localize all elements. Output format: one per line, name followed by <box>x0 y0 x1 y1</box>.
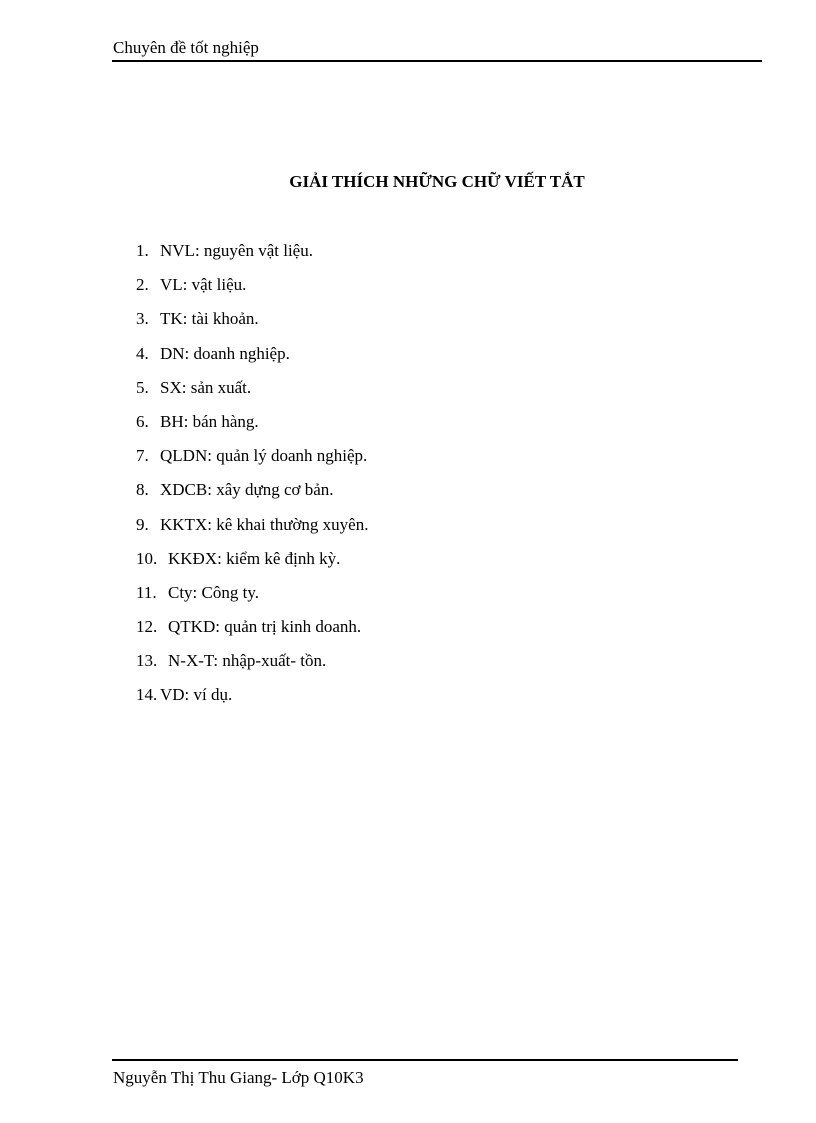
page-header: Chuyên đề tốt nghiệp <box>113 38 259 57</box>
list-item-text: KKTX: kê khai thường xuyên. <box>160 514 369 534</box>
list-item-number: 11. <box>136 582 157 602</box>
list-item-text: KKĐX: kiểm kê định kỳ. <box>168 548 341 568</box>
list-item-number: 13. <box>136 651 158 671</box>
page-title: GIẢI THÍCH NHỮNG CHỮ VIẾT TẮT <box>289 172 585 191</box>
list-item-text: Cty: Công ty. <box>168 582 259 602</box>
list-item-text: N-X-T: nhập-xuất- tồn. <box>168 651 327 671</box>
list-item-number: 9. <box>136 514 149 534</box>
list-item-number: 7. <box>136 446 149 466</box>
list-item-text: QLDN: quản lý doanh nghiệp. <box>160 446 368 466</box>
list-item-number: 6. <box>136 411 149 431</box>
list-item-text: VD: ví dụ. <box>160 685 233 705</box>
list-item-number: 5. <box>136 377 149 397</box>
list-item-number: 10. <box>136 548 158 568</box>
footer-divider <box>112 1059 738 1061</box>
list-item-number: 1. <box>136 241 149 260</box>
list-item-number: 12. <box>136 617 158 637</box>
list-item-text: BH: bán hàng. <box>160 411 259 431</box>
header-divider <box>112 60 762 62</box>
list-item-text: DN: doanh nghiệp. <box>160 343 290 363</box>
list-item-text: VL: vật liệu. <box>160 275 247 295</box>
list-item-number: 2. <box>136 275 149 295</box>
list-item-text: TK: tài khoản. <box>160 309 259 329</box>
list-item-number: 8. <box>136 480 149 500</box>
page-footer: Nguyễn Thị Thu Giang- Lớp Q10K3 <box>113 1068 364 1087</box>
list-item-number: 14. <box>136 685 158 705</box>
list-item-text: SX: sản xuất. <box>160 377 252 397</box>
list-item-text: QTKD: quản trị kinh doanh. <box>168 617 362 637</box>
list-item-number: 3. <box>136 309 149 329</box>
list-item-text: XDCB: xây dựng cơ bản. <box>160 480 334 500</box>
list-item-text: NVL: nguyên vật liệu. <box>160 241 313 260</box>
list-item-number: 4. <box>136 343 149 363</box>
